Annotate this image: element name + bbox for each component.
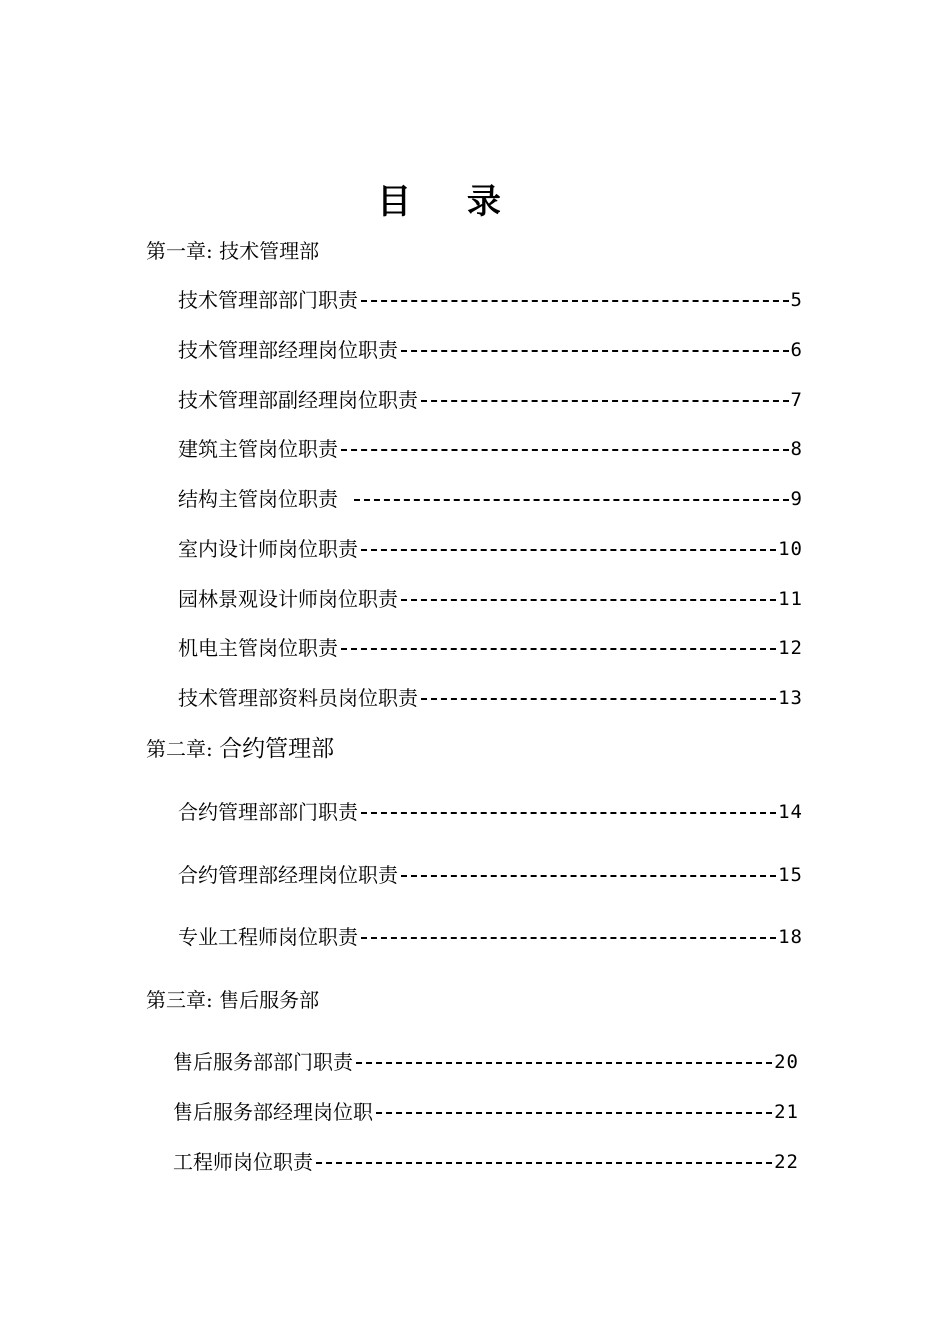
entry-page-number: 9 [790, 488, 803, 510]
toc-entry[interactable] [178, 860, 803, 890]
toc-entry[interactable] [173, 1047, 799, 1077]
entry-page-number: 20 [774, 1051, 799, 1073]
toc-entry[interactable] [178, 922, 803, 952]
dot-leader [401, 599, 776, 601]
toc-entry[interactable] [173, 1147, 799, 1177]
dot-leader [421, 698, 776, 700]
entry-label: 售后服务部经理岗位职 [173, 1100, 373, 1124]
entry-page-number: 5 [790, 289, 803, 311]
chapter-number: 第二章: [146, 737, 220, 761]
entry-label: 售后服务部部门职责 [173, 1050, 353, 1074]
entry-label: 技术管理部部门职责 [178, 288, 358, 312]
chapter-name: 合约管理部 [219, 736, 335, 762]
entry-page-number: 8 [790, 438, 803, 460]
dot-leader [361, 300, 789, 302]
toc-entry[interactable] [178, 484, 803, 514]
entry-page-number: 14 [778, 801, 803, 823]
entry-page-number: 11 [778, 588, 803, 610]
entry-label: 合约管理部部门职责 [178, 800, 358, 824]
dot-leader [361, 812, 776, 814]
dot-leader [401, 875, 776, 877]
entry-label: 合约管理部经理岗位职责 [178, 863, 398, 887]
toc-entry[interactable] [178, 797, 803, 827]
dot-leader [361, 937, 776, 939]
toc-entry[interactable] [178, 285, 803, 315]
entry-page-number: 10 [778, 538, 803, 560]
entry-page-number: 22 [774, 1151, 799, 1173]
dot-leader [421, 400, 789, 402]
chapter-2-heading [146, 734, 334, 764]
entry-label: 机电主管岗位职责 [178, 636, 338, 660]
toc-entry[interactable] [178, 683, 803, 713]
toc-entry[interactable] [178, 633, 803, 663]
toc-entry[interactable] [178, 385, 803, 415]
dot-leader [354, 499, 789, 501]
entry-label: 技术管理部资料员岗位职责 [178, 686, 418, 710]
dot-leader [401, 350, 789, 352]
dot-leader [341, 648, 776, 650]
dot-leader [356, 1062, 772, 1064]
chapter-number: 第三章: [146, 988, 220, 1012]
toc-entry[interactable] [178, 534, 803, 564]
toc-entry[interactable] [178, 335, 803, 365]
entry-page-number: 7 [790, 389, 803, 411]
entry-page-number: 6 [790, 339, 803, 361]
entry-page-number: 12 [778, 637, 803, 659]
entry-label: 园林景观设计师岗位职责 [178, 587, 398, 611]
entry-page-number: 18 [778, 926, 803, 948]
entry-label: 结构主管岗位职责 [178, 487, 338, 511]
toc-entry[interactable] [178, 434, 803, 464]
toc-title: 目 录 [377, 182, 523, 222]
chapter-number: 第一章: [146, 239, 220, 263]
entry-label: 技术管理部副经理岗位职责 [178, 388, 418, 412]
entry-label: 建筑主管岗位职责 [178, 437, 338, 461]
dot-leader [316, 1162, 772, 1164]
entry-page-number: 13 [778, 687, 803, 709]
entry-page-number: 15 [778, 864, 803, 886]
chapter-name: 售后服务部 [219, 988, 320, 1012]
entry-page-number: 21 [774, 1101, 799, 1123]
chapter-name: 技术管理部 [219, 239, 320, 263]
entry-label: 工程师岗位职责 [173, 1150, 313, 1174]
chapter-1-heading [146, 236, 319, 266]
chapter-3-heading [146, 985, 319, 1015]
toc-entry[interactable] [173, 1097, 799, 1127]
dot-leader [376, 1112, 772, 1114]
dot-leader [341, 449, 789, 451]
entry-label: 技术管理部经理岗位职责 [178, 338, 398, 362]
dot-leader [361, 549, 776, 551]
toc-entry[interactable] [178, 584, 803, 614]
entry-label: 专业工程师岗位职责 [178, 925, 358, 949]
entry-label: 室内设计师岗位职责 [178, 537, 358, 561]
